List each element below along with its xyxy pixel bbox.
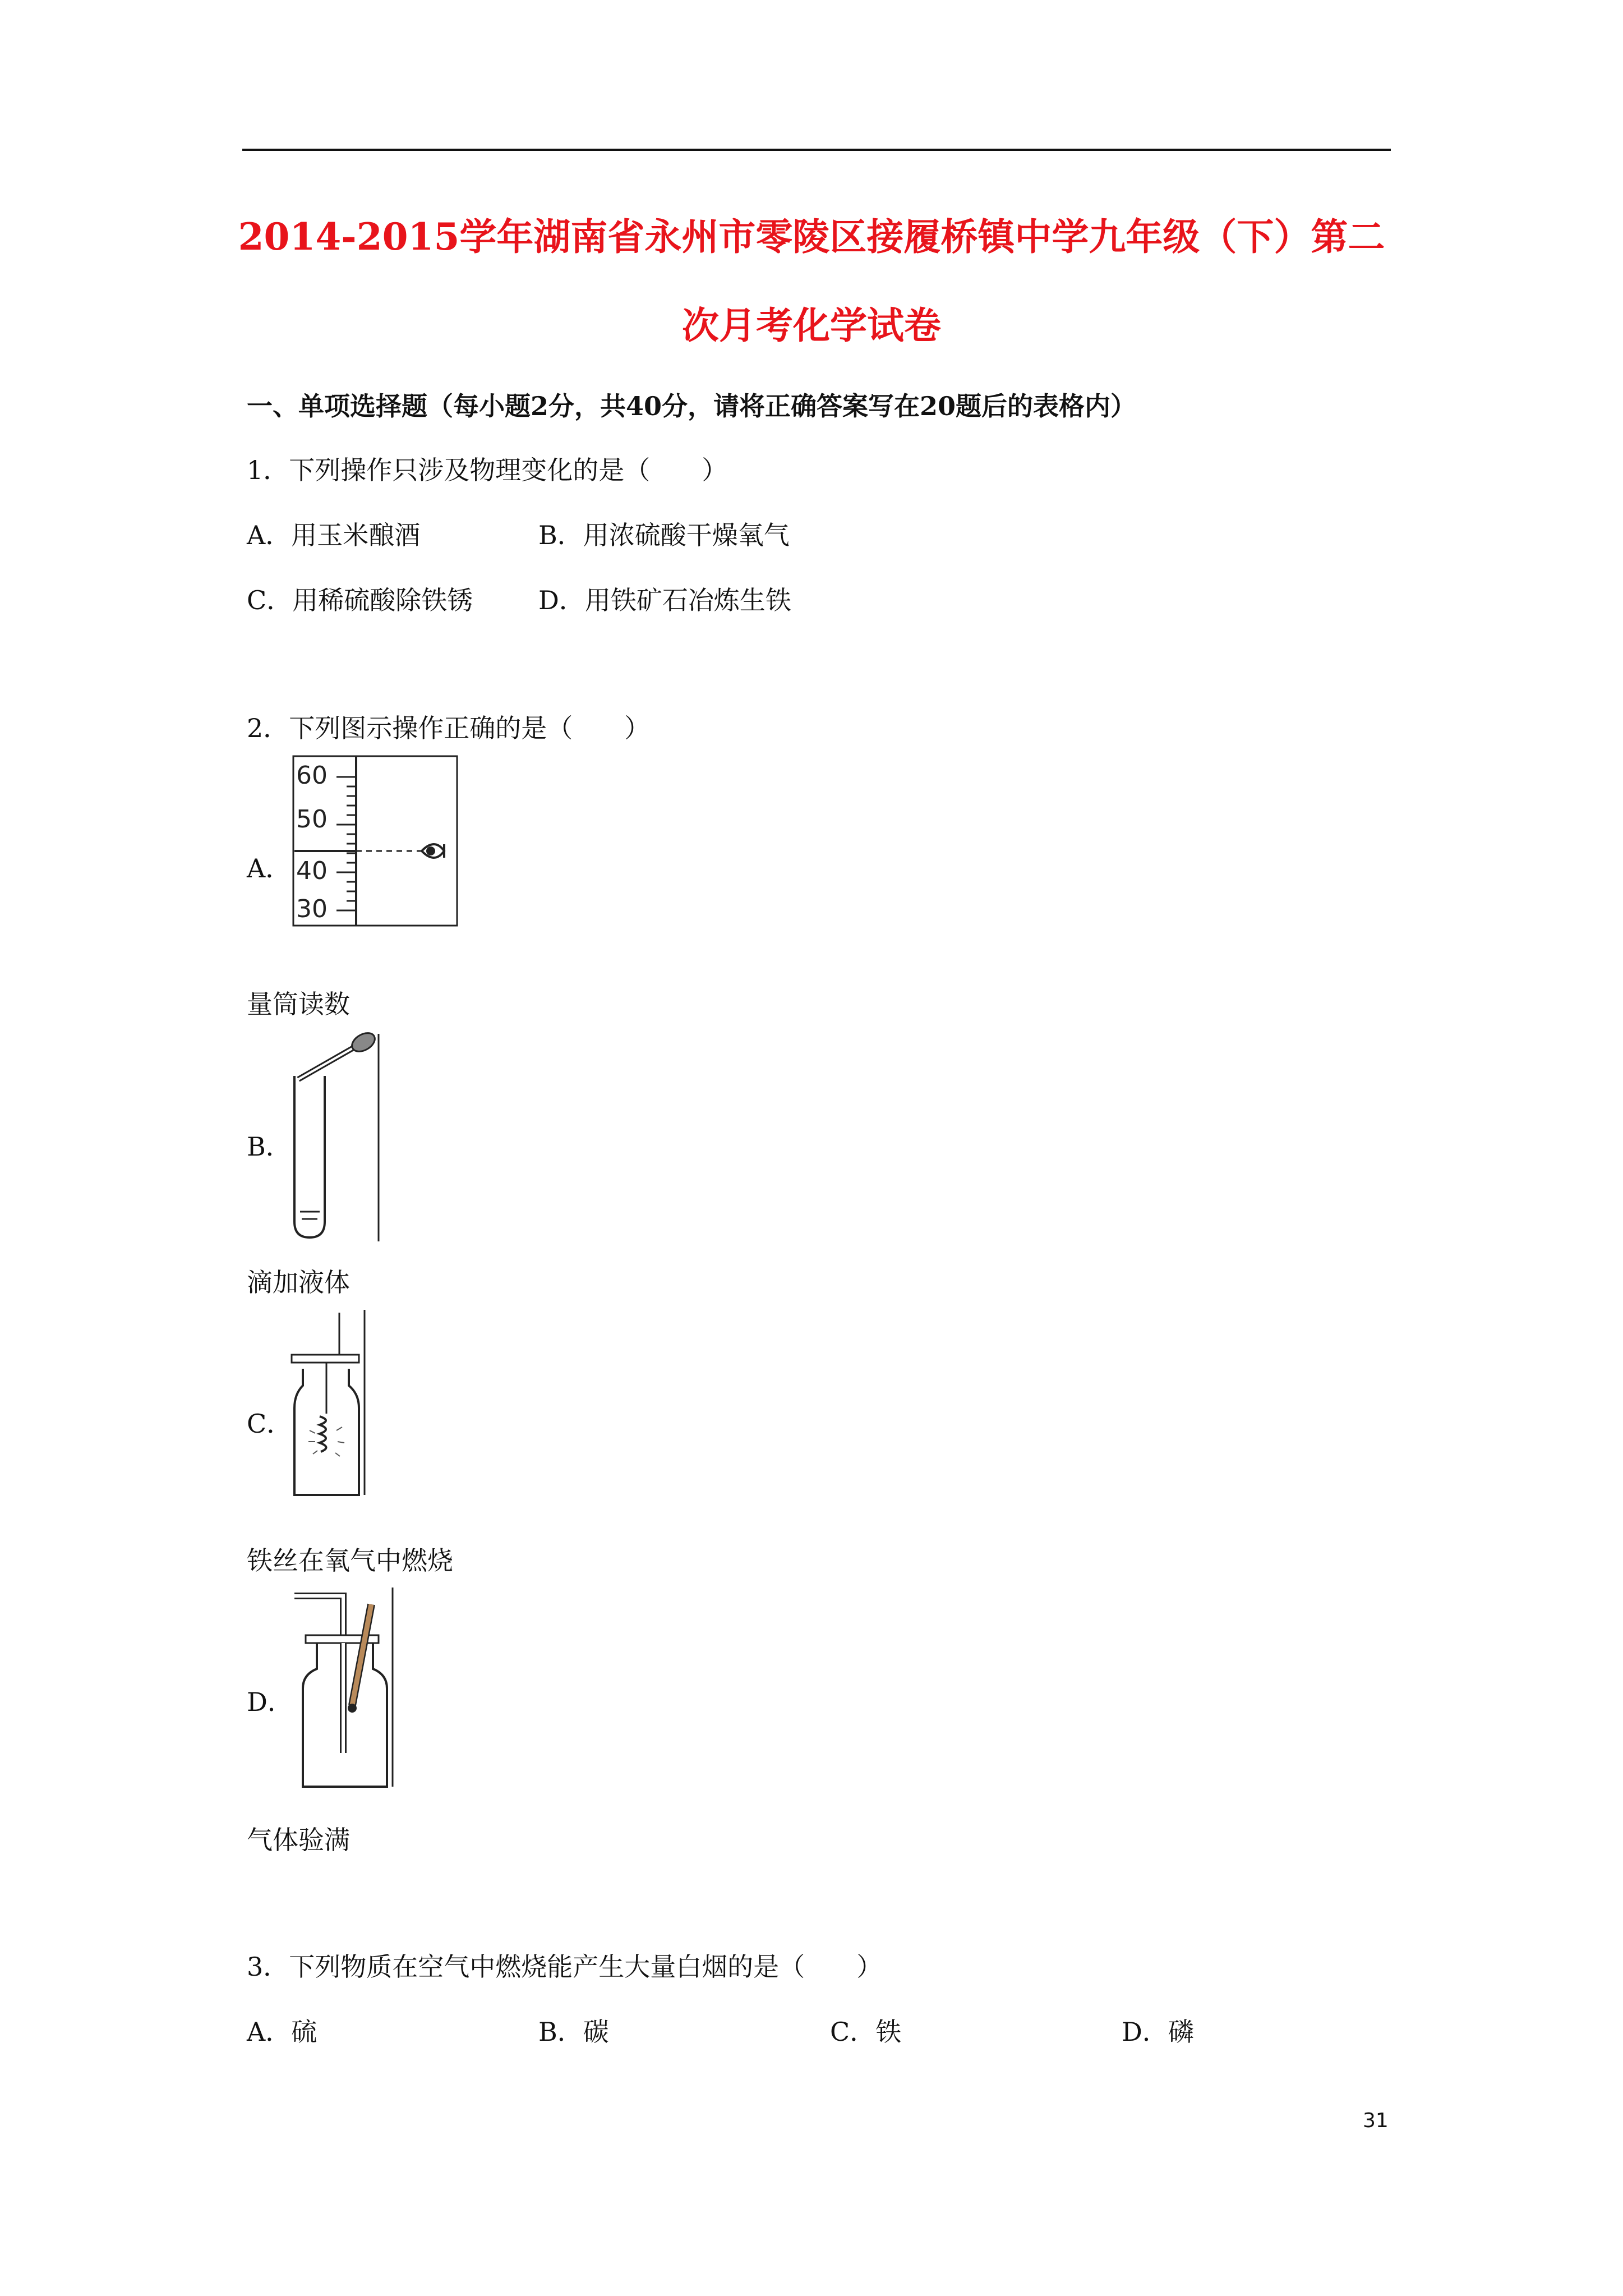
q3-option-b: B．碳 — [538, 2017, 609, 2047]
iron-wire-bottle-figure — [286, 1307, 381, 1498]
document-title-line-1: 2014-2015学年湖南省永州市零陵区接履桥镇中学九年级（下）第二 — [238, 215, 1385, 259]
q2-option-d-caption: 气体验满 — [247, 1825, 350, 1855]
q2-option-c-label: C． — [247, 1409, 293, 1439]
q2-option-b-label: B． — [247, 1131, 292, 1162]
q2-option-a-label: A． — [247, 853, 292, 884]
q1-option-a: A．用玉米酿酒 — [247, 520, 421, 550]
q3-option-d: D．磷 — [1122, 2017, 1194, 2047]
scale-label-60: 60 — [296, 761, 328, 790]
scale-label-40: 40 — [296, 857, 328, 885]
scale-label-50: 50 — [296, 805, 328, 834]
page-number: 31 — [1363, 2109, 1389, 2132]
question-1-stem: 1．下列操作只涉及物理变化的是（ ） — [247, 455, 728, 485]
q3-option-c: C．铁 — [830, 2017, 902, 2047]
section-heading: 一、单项选择题（每小题2分，共40分，请将正确答案写在20题后的表格内） — [247, 391, 1137, 421]
eye-icon — [422, 844, 444, 858]
header-rule — [242, 149, 1391, 151]
q2-option-c-caption: 铁丝在氧气中燃烧 — [247, 1545, 453, 1576]
document-title-line-2: 次月考化学试卷 — [682, 303, 941, 347]
q2-option-b-caption: 滴加液体 — [247, 1267, 350, 1297]
question-2-stem: 2．下列图示操作正确的是（ ） — [247, 713, 651, 743]
q2-option-d-label: D． — [247, 1687, 293, 1717]
q2-option-a-caption: 量筒读数 — [247, 989, 350, 1019]
q3-option-a: A．硫 — [247, 2017, 317, 2047]
q1-option-d: D．用铁矿石冶炼生铁 — [538, 585, 791, 615]
gas-collection-bottle-figure — [286, 1585, 398, 1792]
scale-label-30: 30 — [296, 895, 328, 923]
graduated-cylinder-figure — [292, 754, 460, 928]
dropper-test-tube-figure — [269, 1031, 398, 1244]
q1-option-c: C．用稀硫酸除铁锈 — [247, 585, 473, 615]
question-3-stem: 3．下列物质在空气中燃烧能产生大量白烟的是（ ） — [247, 1952, 883, 1982]
q1-option-b: B．用浓硫酸干燥氧气 — [538, 520, 790, 550]
